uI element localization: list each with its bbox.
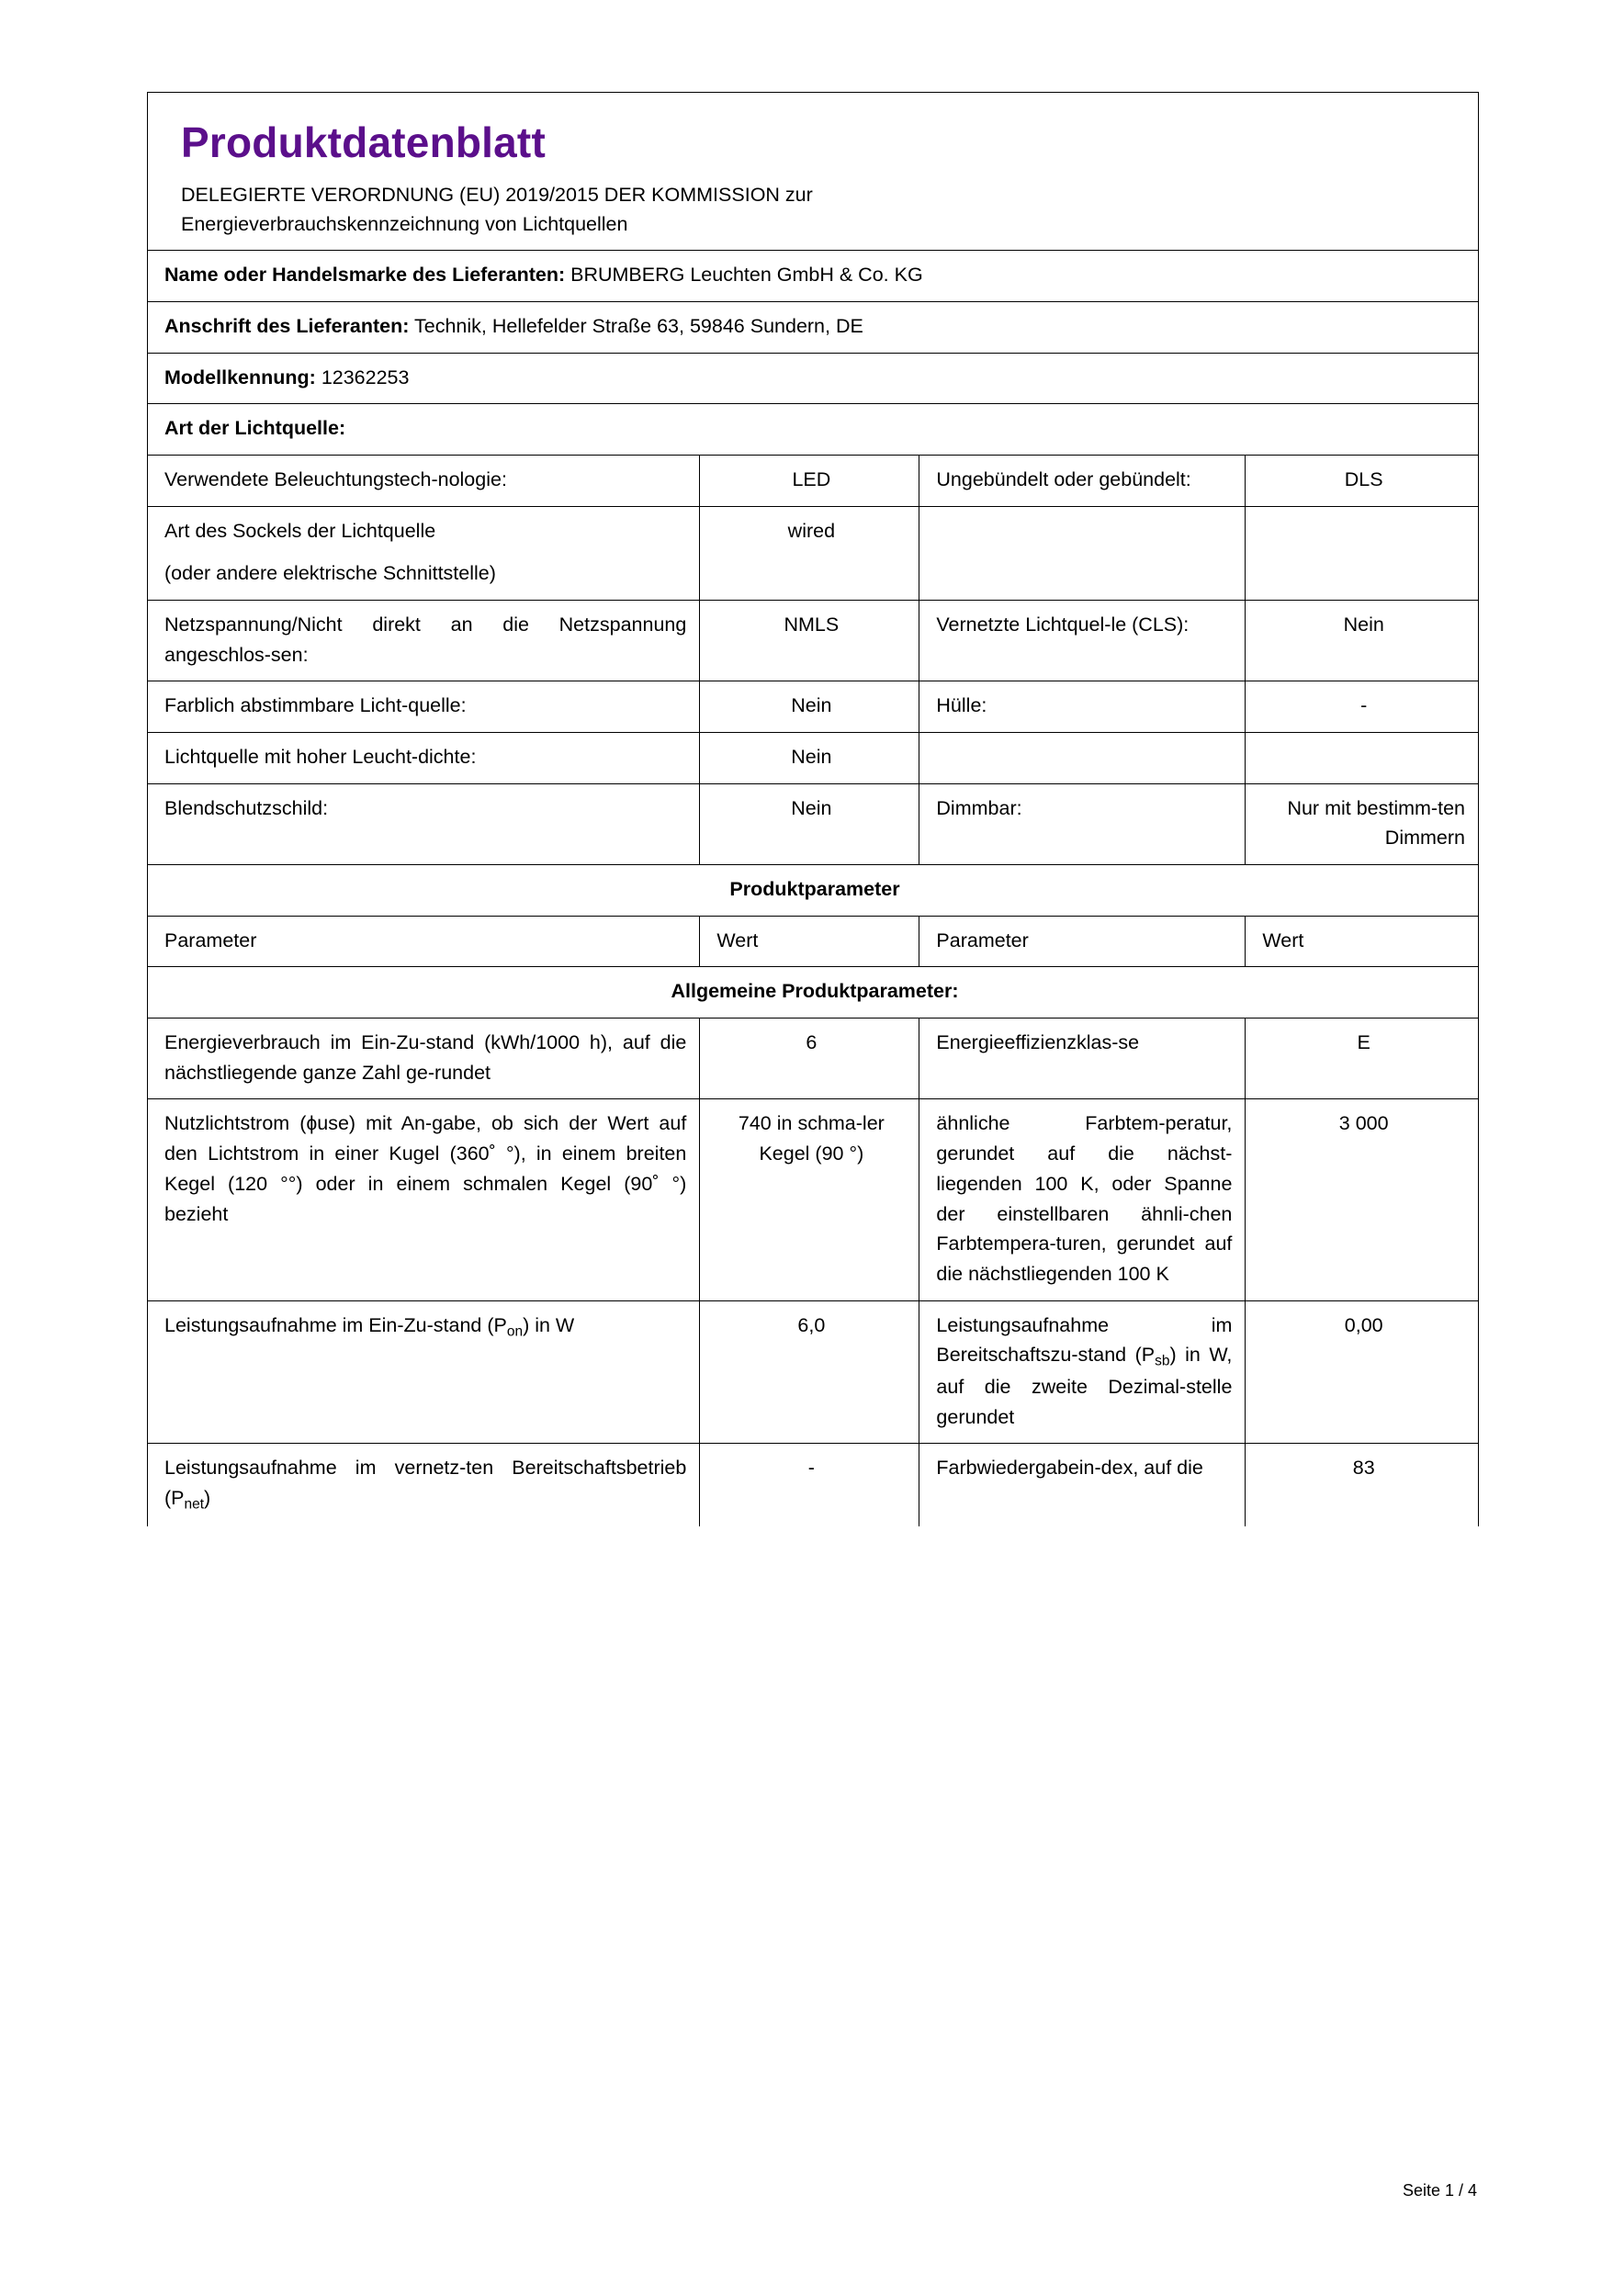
header-row — [148, 93, 1479, 251]
cell-value: - — [700, 1444, 919, 1526]
light-source-heading: Art der Lichtquelle: — [164, 417, 346, 440]
cell-label: Netzspannung/Nicht direkt an die Netzspannung angeschlos-sen: — [148, 601, 700, 681]
col-header-parameter-2: Parameter — [919, 916, 1246, 967]
supplier-address-value: Technik, Hellefelder Straße 63, 59846 Sundern, DE — [414, 315, 863, 338]
cell-value: 6 — [700, 1019, 919, 1099]
cell-label — [148, 506, 700, 600]
socket-label-line2: (oder andere elektrische Schnittstelle) — [164, 562, 496, 585]
table-row — [148, 681, 1479, 733]
supplier-name-label: Name oder Handelsmarke des Lieferanten: — [164, 264, 566, 287]
table-row — [148, 506, 1479, 600]
cell-value-2: 3 000 — [1246, 1099, 1479, 1300]
cell-label-2: ähnliche Farbtem-peratur, gerundet auf die nächst-liegenden 100 K, oder Spanne der einstellbaren ähnli-chen Farbtempera-turen, gerundet auf die nächstliegenden 100 K — [919, 1099, 1246, 1300]
cell-value: Nein — [700, 733, 919, 784]
cell-value-2: - — [1246, 681, 1479, 733]
cell-value: 6,0 — [700, 1300, 919, 1444]
page-title: Produktdatenblatt — [181, 118, 546, 166]
supplier-address-cell — [148, 302, 1479, 354]
cell-label-2: Ungebündelt oder gebündelt: — [919, 456, 1246, 507]
cell-value: NMLS — [700, 601, 919, 681]
label2-post: ) in W, auf die zweite Dezimal-stelle gerundet — [936, 1344, 1233, 1428]
cell-value: Nein — [700, 783, 919, 864]
cell-label-2: Farbwiedergabein-dex, auf die — [919, 1444, 1246, 1526]
cell-value-2 — [1246, 733, 1479, 784]
socket-label-line1: Art des Sockels der Lichtquelle — [164, 519, 436, 542]
regulation-line-2: Energieverbrauchskennzeichnung von Lichtquellen — [181, 213, 628, 236]
supplier-name-row — [148, 251, 1479, 302]
cell-label-2: Dimmbar: — [919, 783, 1246, 864]
cell-label-2 — [919, 1300, 1246, 1444]
cell-value: wired — [700, 506, 919, 600]
cell-label — [148, 1444, 700, 1526]
general-parameters-heading: Allgemeine Produktparameter: — [148, 967, 1479, 1019]
cell-label: Energieverbrauch im Ein-Zu-stand (kWh/1000 h), auf die nächstliegende ganze Zahl ge-rundet — [148, 1019, 700, 1099]
page-footer: Seite 1 / 4 — [1402, 2181, 1477, 2200]
cell-value: LED — [700, 456, 919, 507]
light-source-heading-row — [148, 404, 1479, 456]
general-parameters-heading-row — [148, 967, 1479, 1019]
label2-sub: sb — [1155, 1353, 1170, 1369]
datasheet — [147, 92, 1479, 1526]
cell-label: Blendschutzschild: — [148, 783, 700, 864]
model-value: 12362253 — [321, 366, 410, 388]
cell-value: Nein — [700, 681, 919, 733]
cell-value-2: E — [1246, 1019, 1479, 1099]
cell-value: 740 in schma-ler Kegel (90 °) — [700, 1099, 919, 1300]
cell-label: Verwendete Beleuchtungstech-nologie: — [148, 456, 700, 507]
supplier-address-label: Anschrift des Lieferanten: — [164, 315, 410, 338]
cell-label: Nutzlichtstrom (ɸuse) mit An-gabe, ob sich der Wert auf den Lichtstrom in einer Kugel (360˚ °), in einem breiten Kegel (120 °°) oder in einem schmalen Kegel (90˚ °) bezieht — [148, 1099, 700, 1300]
table-row — [148, 1444, 1479, 1526]
cell-label-2 — [919, 506, 1246, 600]
light-source-heading-cell — [148, 404, 1479, 456]
label-pre: Leistungsaufnahme im vernetz-ten Bereitschaftsbetrieb (P — [164, 1457, 687, 1510]
table-row — [148, 456, 1479, 507]
label-post: ) — [204, 1487, 211, 1510]
column-header-row — [148, 916, 1479, 967]
table-row — [148, 1300, 1479, 1444]
regulation-line-1: DELEGIERTE VERORDNUNG (EU) 2019/2015 DER KOMMISSION zur — [181, 183, 813, 206]
table-row — [148, 733, 1479, 784]
supplier-name-value: BRUMBERG Leuchten GmbH & Co. KG — [570, 264, 923, 287]
header-cell — [148, 93, 1479, 251]
col-header-parameter-1: Parameter — [148, 916, 700, 967]
cell-value-2: DLS — [1246, 456, 1479, 507]
label-sub: net — [184, 1496, 205, 1513]
supplier-address-row — [148, 302, 1479, 354]
cell-value-2: 0,00 — [1246, 1300, 1479, 1444]
table-row — [148, 1099, 1479, 1300]
col-header-value-2: Wert — [1246, 916, 1479, 967]
cell-label: Lichtquelle mit hoher Leucht-dichte: — [148, 733, 700, 784]
table-row — [148, 1019, 1479, 1099]
cell-label-2: Hülle: — [919, 681, 1246, 733]
product-parameters-heading: Produktparameter — [148, 865, 1479, 917]
cell-label-2: Vernetzte Lichtquel-le (CLS): — [919, 601, 1246, 681]
supplier-name-cell — [148, 251, 1479, 302]
product-parameters-heading-row — [148, 865, 1479, 917]
datasheet-table — [147, 92, 1479, 1526]
col-header-value-1: Wert — [700, 916, 919, 967]
table-row — [148, 783, 1479, 864]
label-pre: Leistungsaufnahme im Ein-Zu-stand (P — [164, 1313, 507, 1336]
cell-value-2: Nur mit bestimm-ten Dimmern — [1246, 783, 1479, 864]
cell-value-2 — [1246, 506, 1479, 600]
table-row — [148, 601, 1479, 681]
label2-pre: Leistungsaufnahme im Bereitschaftszu-stand (P — [936, 1313, 1233, 1367]
cell-value-2: 83 — [1246, 1444, 1479, 1526]
cell-label-2 — [919, 733, 1246, 784]
model-row — [148, 353, 1479, 404]
label-sub: on — [506, 1322, 524, 1339]
model-label: Modellkennung: — [164, 366, 316, 388]
model-cell — [148, 353, 1479, 404]
cell-label-2: Energieeffizienzklas-se — [919, 1019, 1246, 1099]
label-post: ) in W — [523, 1313, 575, 1336]
cell-label — [148, 1300, 700, 1444]
cell-label: Farblich abstimmbare Licht-quelle: — [148, 681, 700, 733]
cell-value-2: Nein — [1246, 601, 1479, 681]
